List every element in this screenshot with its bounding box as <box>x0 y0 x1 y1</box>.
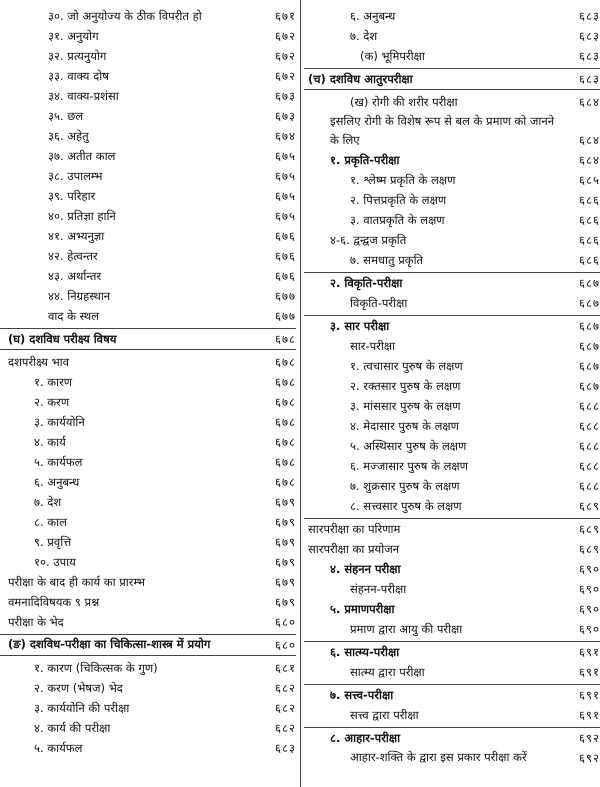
index-entry <box>304 641 600 662</box>
entry-title: आहार-शक्ति के द्वारा इस प्रकार परीक्षा करें <box>350 750 527 764</box>
index-entry <box>304 336 600 356</box>
index-entry <box>304 416 600 436</box>
entry-title: ७. देश <box>34 495 62 509</box>
entry-page-number: ६७२ <box>275 49 296 63</box>
entry-title: ४. कार्य <box>34 435 66 449</box>
entry-page-number: ६८२ <box>275 701 296 715</box>
entry-title: २. करण <box>34 395 70 409</box>
entry-page-number: ६७८ <box>275 435 296 449</box>
index-entry <box>0 532 296 552</box>
entry-page-number: ६९२ <box>579 751 600 765</box>
index-entry <box>0 492 296 512</box>
index-entry <box>0 26 296 46</box>
entry-page-number: ६८० <box>275 638 296 652</box>
index-entry <box>304 112 600 150</box>
index-entry <box>304 46 600 66</box>
index-entry <box>0 592 296 612</box>
index-entry <box>304 356 600 376</box>
index-entry <box>0 6 296 26</box>
index-entry <box>0 552 296 572</box>
entry-page-number: ६७५ <box>275 209 296 223</box>
index-entry <box>0 46 296 66</box>
index-entry <box>304 456 600 476</box>
index-entry <box>304 748 600 768</box>
entry-title: सारपरीक्षा का प्रयोजन <box>308 542 400 556</box>
entry-title: ४. संहनन परीक्षा <box>330 562 401 576</box>
entry-page-number: ६९० <box>579 602 600 616</box>
column-divider <box>300 0 301 787</box>
entry-page-number: ६८२ <box>275 721 296 735</box>
entry-page-number: ६८३ <box>579 29 600 43</box>
entry-title: ६. मज्जासार पुरुष के लक्षण <box>350 459 468 473</box>
entry-title: ६. अनुबन्ध <box>34 475 80 489</box>
entry-page-number: ६८७ <box>579 359 600 373</box>
index-column-left <box>0 6 296 758</box>
entry-page-number: ६८६ <box>579 193 600 207</box>
entry-page-number: ६८८ <box>579 399 600 413</box>
entry-title: ७. सत्त्व-परीक्षा <box>330 688 394 702</box>
index-entry <box>304 619 600 639</box>
entry-page-number: ६७८ <box>275 415 296 429</box>
entry-title: वाद के स्थल <box>48 309 100 323</box>
entry-page-number: ६८४ <box>579 153 600 167</box>
entry-title: ७. शुक्रसार पुरुष के लक्षण <box>350 479 460 493</box>
index-entry <box>0 186 296 206</box>
entry-page-number: ६८५ <box>579 173 600 187</box>
index-entry <box>0 678 296 698</box>
entry-page-number: ६७६ <box>275 269 296 283</box>
index-entry <box>304 396 600 416</box>
index-entry <box>304 150 600 170</box>
index-entry <box>0 658 296 678</box>
index-entry <box>304 315 600 336</box>
index-entry <box>304 476 600 496</box>
entry-title: सारपरीक्षा का परिणाम <box>308 522 401 536</box>
entry-page-number: ६९१ <box>579 665 600 679</box>
index-entry <box>0 612 296 632</box>
entry-page-number: ६७३ <box>275 109 296 123</box>
entry-title: संहनन-परीक्षा <box>350 582 407 596</box>
entry-title: १. श्लेष्म प्रकृति के लक्षण <box>350 173 456 187</box>
entry-page-number: ६८७ <box>579 319 600 333</box>
index-entry <box>0 718 296 738</box>
index-entry <box>0 352 296 372</box>
entry-title: १. त्वचासार पुरुष के लक्षण <box>350 359 463 373</box>
index-entry <box>304 518 600 539</box>
entry-title: ३५. छल <box>48 109 84 123</box>
entry-title: ६. सात्म्य-परीक्षा <box>330 645 400 659</box>
entry-page-number: ६९२ <box>579 731 600 745</box>
entry-page-number: ६७९ <box>275 515 296 529</box>
entry-title: ४२. हेत्वन्तर <box>48 249 98 263</box>
entry-page-number: ६८६ <box>579 213 600 227</box>
index-entry <box>0 372 296 392</box>
entry-title: १०. उपाय <box>34 555 76 569</box>
entry-page-number: ६८३ <box>275 741 296 755</box>
entry-title: परीक्षा के बाद ही कार्य का प्रारम्भ <box>8 575 145 589</box>
entry-title: ९. प्रवृत्ति <box>34 535 72 549</box>
index-entry <box>0 306 296 326</box>
entry-title: २. विकृति-परीक्षा <box>330 276 403 290</box>
entry-title: सात्म्य द्वारा परीक्षा <box>350 665 425 679</box>
entry-page-number: ६७५ <box>275 149 296 163</box>
entry-title: ३३. वाक्य दोष <box>48 69 109 83</box>
index-entry <box>0 86 296 106</box>
index-entry <box>304 705 600 725</box>
index-entry <box>304 250 600 270</box>
entry-title: (ख) रोगी की शरीर परीक्षा <box>350 95 458 109</box>
entry-page-number: ६७८ <box>275 475 296 489</box>
entry-title: ३. कार्ययोनि <box>34 415 85 429</box>
entry-title: ३. मांससार पुरुष के लक्षण <box>350 399 461 413</box>
index-entry <box>0 634 296 656</box>
index-entry <box>0 472 296 492</box>
entry-page-number: ६७२ <box>275 29 296 43</box>
index-entry <box>304 92 600 112</box>
entry-title: १. कारण <box>34 375 73 389</box>
entry-page-number: ६८३ <box>579 72 600 86</box>
entry-title: ४३. अर्थान्तर <box>48 269 102 283</box>
entry-page-number: ६७७ <box>275 289 296 303</box>
entry-title: ७. देश <box>350 29 378 43</box>
entry-page-number: ६७८ <box>275 332 296 346</box>
entry-title: ५. कार्यफल <box>34 741 83 755</box>
entry-page-number: ६७९ <box>275 495 296 509</box>
entry-page-number: ६९१ <box>579 645 600 659</box>
entry-page-number: ६७१ <box>275 9 296 23</box>
entry-page-number: ६८९ <box>579 522 600 536</box>
entry-page-number: ६९१ <box>579 688 600 702</box>
index-entry <box>0 166 296 186</box>
entry-page-number: ६९० <box>579 622 600 636</box>
entry-title: ४१. अभ्यनुज्ञा <box>48 229 105 243</box>
entry-page-number: ६७५ <box>275 169 296 183</box>
entry-page-number: ६७७ <box>275 309 296 323</box>
entry-page-number: ६९१ <box>579 708 600 722</box>
entry-page-number: ६७८ <box>275 355 296 369</box>
entry-page-number: ६८८ <box>579 479 600 493</box>
index-entry <box>304 559 600 579</box>
index-column-right <box>304 6 600 768</box>
index-entry <box>0 246 296 266</box>
entry-title: ४. मेदासार पुरुष के लक्षण <box>350 419 459 433</box>
entry-title: ३४. वाक्य-प्रशंसा <box>48 89 119 103</box>
entry-page-number: ६७९ <box>275 575 296 589</box>
entry-page-number: ६८४ <box>579 133 600 147</box>
entry-page-number: ६८८ <box>579 419 600 433</box>
entry-page-number: ६८३ <box>579 9 600 23</box>
index-entry <box>0 392 296 412</box>
entry-page-number: ६७८ <box>275 455 296 469</box>
entry-page-number: ६८१ <box>275 661 296 675</box>
index-entry <box>304 579 600 599</box>
entry-title: ३. कार्ययोनि की परीक्षा <box>34 701 130 715</box>
entry-page-number: ६८७ <box>579 296 600 310</box>
entry-title: ५. कार्यफल <box>34 455 83 469</box>
index-entry <box>304 210 600 230</box>
entry-page-number: ६७९ <box>275 535 296 549</box>
entry-title: ४-६. द्वन्द्वज प्रकृति <box>330 233 407 247</box>
entry-page-number: ६७९ <box>275 555 296 569</box>
index-entry <box>0 206 296 226</box>
index-entry <box>0 146 296 166</box>
entry-page-number: ६८६ <box>579 253 600 267</box>
index-entry <box>0 452 296 472</box>
index-entry <box>304 68 600 90</box>
index-entry <box>304 6 600 26</box>
entry-title: विकृति-परीक्षा <box>350 296 408 310</box>
entry-title: ३६. अहेतु <box>48 129 89 143</box>
index-entry <box>304 539 600 559</box>
entry-page-number: ६७२ <box>275 69 296 83</box>
entry-title: २. रक्तसार पुरुष के लक्षण <box>350 379 461 393</box>
entry-title: ३९. परिहार <box>48 189 96 203</box>
entry-page-number: ६८८ <box>579 459 600 473</box>
entry-title: ७. समधातु प्रकृति <box>350 253 424 267</box>
index-entry <box>0 266 296 286</box>
index-entry <box>0 412 296 432</box>
entry-title: (च) दशविध आतुरपरीक्षा <box>308 72 413 86</box>
index-entry <box>304 662 600 682</box>
entry-title: ४०. प्रतिज्ञा हानि <box>48 209 116 223</box>
entry-title: वमनादिविषयक ९ प्रश्न <box>8 595 100 609</box>
entry-page-number: ६७६ <box>275 229 296 243</box>
index-entry <box>0 66 296 86</box>
entry-title: ४. कार्य की परीक्षा <box>34 721 111 735</box>
entry-page-number: ६८७ <box>579 276 600 290</box>
entry-title: दशपरीक्ष्य भाव <box>8 355 70 369</box>
index-entry <box>0 738 296 758</box>
index-entry <box>304 684 600 705</box>
entry-title: (घ) दशविध परीक्ष्य विषय <box>8 332 117 346</box>
index-entry <box>0 126 296 146</box>
entry-page-number: ६९० <box>579 562 600 576</box>
index-entry <box>0 328 296 350</box>
index-entry <box>304 272 600 293</box>
index-entry <box>304 170 600 190</box>
entry-title: ३२. प्रत्यनुयोग <box>48 49 107 63</box>
entry-title: ८. काल <box>34 515 67 529</box>
entry-page-number: ६७६ <box>275 249 296 263</box>
index-entry <box>0 512 296 532</box>
entry-title: ६. अनुबन्ध <box>350 9 396 23</box>
index-entry <box>0 572 296 592</box>
entry-title: ३७. अतीत काल <box>48 149 116 163</box>
index-entry <box>0 286 296 306</box>
index-entry <box>304 599 600 619</box>
entry-title: सत्त्व द्वारा परीक्षा <box>350 708 419 722</box>
entry-title: ८. सत्त्वसार पुरुष के लक्षण <box>350 499 462 513</box>
entry-page-number: ६७४ <box>275 129 296 143</box>
entry-title: (क) भूमिपरीक्षा <box>360 49 425 63</box>
entry-title: (ङ) दशविध-परीक्षा का चिकित्सा-शास्त्र में प्रयोग <box>8 637 211 651</box>
entry-page-number: ६८६ <box>579 233 600 247</box>
index-entry <box>304 230 600 250</box>
entry-page-number: ६८२ <box>275 681 296 695</box>
entry-page-number: ६८३ <box>579 49 600 63</box>
entry-title: २. करण (भेषज) भेद <box>34 681 123 695</box>
entry-title: इसलिए रोगी के विशेष रूप से बल के प्रमाण को जानने के लिए <box>330 114 555 147</box>
index-entry <box>304 496 600 516</box>
entry-page-number: ६८४ <box>579 95 600 109</box>
index-entry <box>304 436 600 456</box>
entry-title: ३०. जो अनुयोज्य के ठीक विपरीत हो <box>48 9 202 23</box>
index-entry <box>304 727 600 748</box>
index-entry <box>304 26 600 46</box>
index-entry <box>304 293 600 313</box>
index-entry <box>0 698 296 718</box>
entry-title: ५. प्रमाणपरीक्षा <box>330 602 395 616</box>
entry-page-number: ६७९ <box>275 595 296 609</box>
entry-title: प्रमाण द्वारा आयु की परीक्षा <box>350 622 463 636</box>
entry-page-number: ६८८ <box>579 439 600 453</box>
entry-page-number: ६७३ <box>275 89 296 103</box>
entry-page-number: ६८९ <box>579 542 600 556</box>
entry-page-number: ६८९ <box>579 499 600 513</box>
entry-title: ५. अस्थिसार पुरुष के लक्षण <box>350 439 467 453</box>
entry-title: ३१. अनुयोग <box>48 29 99 43</box>
entry-title: सार-परीक्षा <box>350 339 396 353</box>
entry-page-number: ६८७ <box>579 379 600 393</box>
entry-page-number: ६७८ <box>275 395 296 409</box>
entry-title: ४४. निग्रहस्थान <box>48 289 111 303</box>
entry-page-number: ६८७ <box>579 339 600 353</box>
entry-page-number: ६७८ <box>275 375 296 389</box>
entry-title: ३. वातप्रकृति के लक्षण <box>350 213 445 227</box>
entry-page-number: ६७५ <box>275 189 296 203</box>
entry-title: ३. सार परीक्षा <box>330 319 390 333</box>
index-entry <box>0 106 296 126</box>
entry-page-number: ६८० <box>275 615 296 629</box>
entry-title: १. कारण (चिकित्सक के गुण) <box>34 661 158 675</box>
index-entry <box>0 432 296 452</box>
entry-title: ३८. उपालम्भ <box>48 169 103 183</box>
entry-page-number: ६९० <box>579 582 600 596</box>
index-entry <box>0 226 296 246</box>
entry-title: २. पित्तप्रकृति के लक्षण <box>350 193 447 207</box>
entry-title: परीक्षा के भेद <box>8 615 64 629</box>
index-entry <box>304 376 600 396</box>
index-entry <box>304 190 600 210</box>
entry-title: ८. आहार-परीक्षा <box>330 731 401 745</box>
entry-title: १. प्रकृति-परीक्षा <box>330 153 400 167</box>
